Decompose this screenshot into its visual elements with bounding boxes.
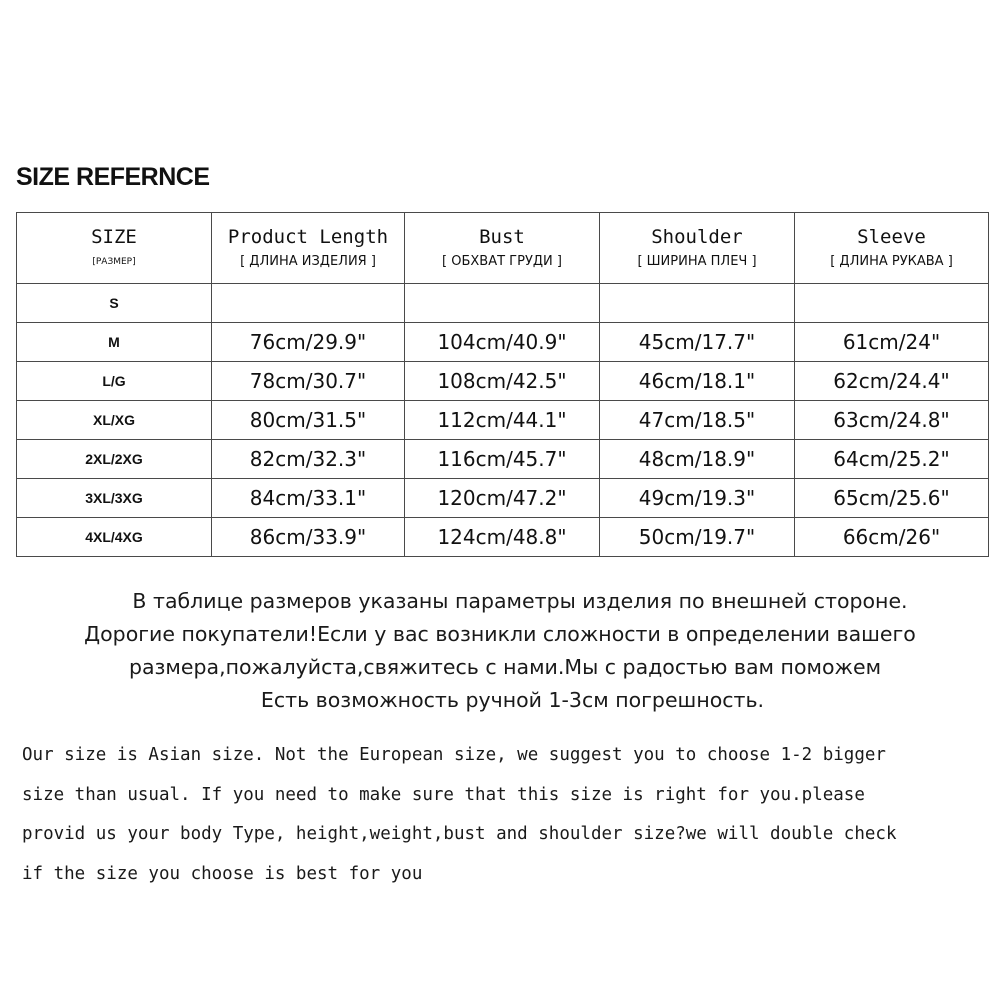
length-cell (212, 284, 405, 323)
sleeve-cell: 66cm/26" (795, 518, 989, 557)
sleeve-cell: 63cm/24.8" (795, 401, 989, 440)
sleeve-cell: 65cm/25.6" (795, 479, 989, 518)
length-cell: 78cm/30.7" (212, 362, 405, 401)
header-bust (405, 213, 600, 284)
english-notes (22, 736, 982, 894)
shoulder-cell (600, 284, 795, 323)
table-row (17, 518, 989, 557)
bust-cell: 112cm/44.1" (405, 401, 600, 440)
russian-note-line: Есть возможность ручной 1-3см погрешность. (260, 688, 765, 712)
bust-cell: 104cm/40.9" (405, 323, 600, 362)
length-cell: 82cm/32.3" (212, 440, 405, 479)
size-cell: S (17, 284, 212, 323)
bust-cell: 108cm/42.5" (405, 362, 600, 401)
header-bust-sublabel: [ ОБХВАТ ГРУДИ ] (442, 253, 562, 269)
table-row (17, 284, 989, 323)
shoulder-cell: 49cm/19.3" (600, 479, 795, 518)
sleeve-cell (795, 284, 989, 323)
size-cell: L/G (17, 362, 212, 401)
sleeve-cell: 62cm/24.4" (795, 362, 989, 401)
russian-notes (0, 585, 1000, 717)
shoulder-cell: 48cm/18.9" (600, 440, 795, 479)
header-length-label: Product Length (227, 225, 389, 248)
russian-note-line: В таблице размеров указаны параметры изделия по внешней стороне. (132, 589, 908, 613)
header-size-sublabel: [РАЗМЕР] (92, 256, 136, 267)
length-cell: 84cm/33.1" (212, 479, 405, 518)
sleeve-cell: 61cm/24" (795, 323, 989, 362)
page-title: SIZE REFERNCE (16, 163, 210, 191)
header-sleeve-sublabel: [ ДЛИНА РУКАВА ] (830, 253, 953, 269)
size-cell: 2XL/2XG (17, 440, 212, 479)
size-cell: M (17, 323, 212, 362)
size-cell: XL/XG (17, 401, 212, 440)
bust-cell: 124cm/48.8" (405, 518, 600, 557)
length-cell: 80cm/31.5" (212, 401, 405, 440)
bust-cell: 120cm/47.2" (405, 479, 600, 518)
table-row (17, 440, 989, 479)
shoulder-cell: 45cm/17.7" (600, 323, 795, 362)
bust-cell: 116cm/45.7" (405, 440, 600, 479)
size-table (16, 212, 989, 557)
header-shoulder-label: Shoulder (651, 225, 743, 248)
table-row (17, 401, 989, 440)
header-shoulder-sublabel: [ ШИРИНА ПЛЕЧ ] (637, 253, 757, 269)
header-bust-label: Bust (479, 225, 525, 248)
header-size (17, 213, 212, 284)
russian-note-line: Дорогие покупатели!Если у вас возникли сложности в определении вашего (84, 622, 916, 646)
table-row (17, 362, 989, 401)
sleeve-cell: 64cm/25.2" (795, 440, 989, 479)
russian-note-line: размера,пожалуйста,свяжитесь с нами.Мы с радостью вам поможем (128, 655, 882, 679)
table-header-row (17, 213, 989, 284)
length-cell: 86cm/33.9" (212, 518, 405, 557)
header-sleeve (795, 213, 989, 284)
header-sleeve-label: Sleeve (857, 225, 926, 248)
header-size-label: SIZE (91, 225, 137, 248)
table-row (17, 479, 989, 518)
size-cell: 3XL/3XG (17, 479, 212, 518)
header-length (212, 213, 405, 284)
length-cell: 76cm/29.9" (212, 323, 405, 362)
english-note-line: if the size you choose is best for you (22, 863, 423, 884)
shoulder-cell: 47cm/18.5" (600, 401, 795, 440)
english-note-line: size than usual. If you need to make sure that this size is right for you.please (22, 784, 865, 805)
header-length-sublabel: [ ДЛИНА ИЗДЕЛИЯ ] (240, 253, 376, 269)
size-cell: 4XL/4XG (17, 518, 212, 557)
table-row (17, 323, 989, 362)
shoulder-cell: 50cm/19.7" (600, 518, 795, 557)
shoulder-cell: 46cm/18.1" (600, 362, 795, 401)
header-shoulder (600, 213, 795, 284)
bust-cell (405, 284, 600, 323)
english-note-line: provid us your body Type, height,weight,bust and shoulder size?we will double check (22, 824, 897, 844)
english-note-line: Our size is Asian size. Not the European size, we suggest you to choose 1-2 bigger (22, 745, 886, 765)
